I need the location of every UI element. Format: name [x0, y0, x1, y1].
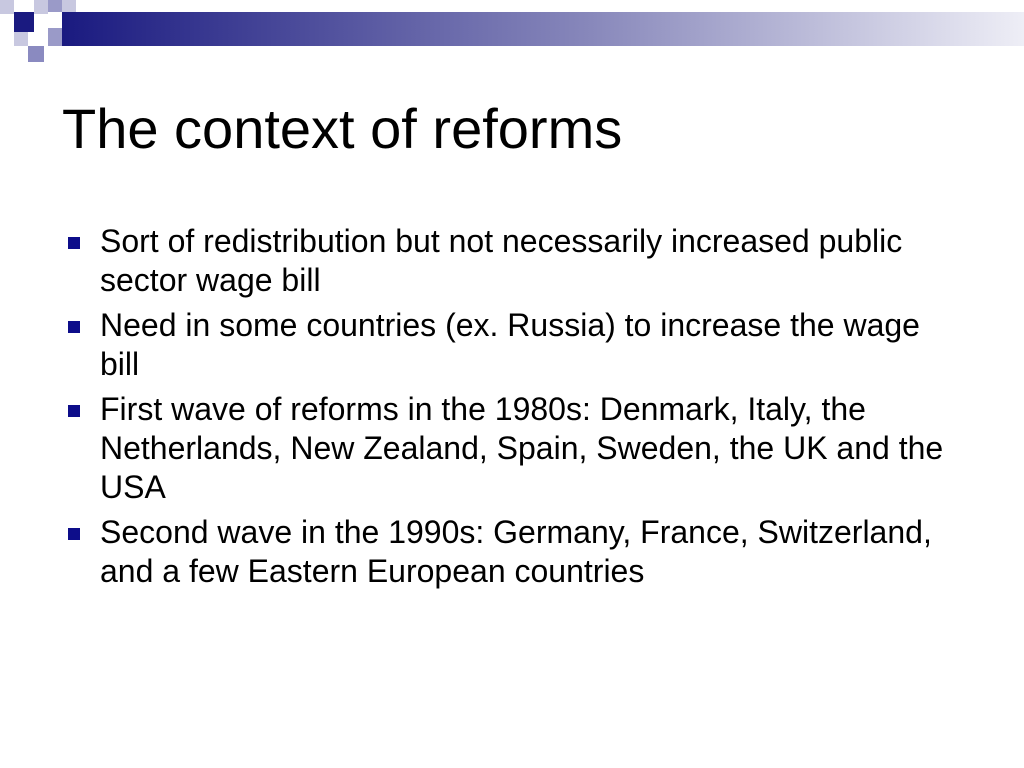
bullet-item	[62, 390, 962, 507]
square-bullet-icon	[68, 321, 80, 333]
square-bullet-icon	[68, 237, 80, 249]
bullet-item	[62, 513, 962, 591]
bullet-list	[62, 222, 962, 597]
bullet-text: Need in some countries (ex. Russia) to increase the wage bill	[100, 307, 920, 382]
slide-title: The context of reforms	[62, 97, 623, 160]
bullet-text: Second wave in the 1990s: Germany, France, Switzerland, and a few Eastern European countries	[100, 514, 932, 589]
bullet-item	[62, 306, 962, 384]
header-decoration-icon	[0, 0, 1024, 70]
bullet-item	[62, 222, 962, 300]
square-bullet-icon	[68, 405, 80, 417]
bullet-text: First wave of reforms in the 1980s: Denmark, Italy, the Netherlands, New Zealand, Spain, Sweden, the UK and the USA	[100, 391, 944, 505]
bullet-text: Sort of redistribution but not necessarily increased public sector wage bill	[100, 223, 903, 298]
square-bullet-icon	[68, 528, 80, 540]
